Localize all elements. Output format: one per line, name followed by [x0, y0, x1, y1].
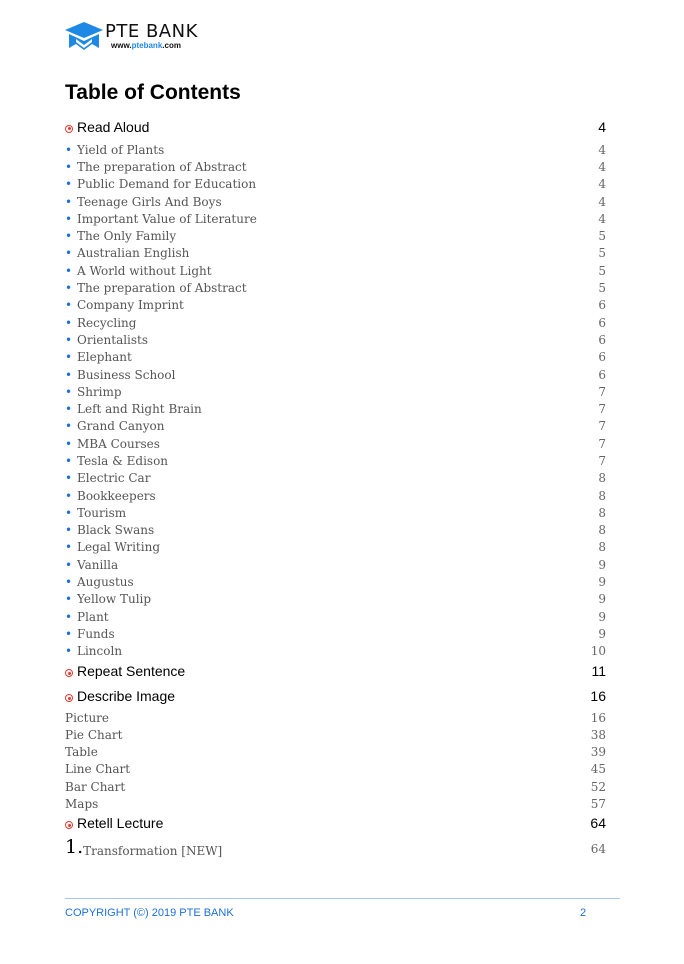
brand-url: www.ptebank.com — [111, 41, 181, 50]
toc-entry-link[interactable] — [65, 452, 606, 469]
toc-entry-link[interactable] — [65, 643, 606, 660]
toc-entry-link[interactable] — [65, 470, 606, 487]
bullet-icon: • — [65, 540, 73, 555]
toc-entry-link[interactable] — [65, 349, 606, 366]
bullet-icon: • — [65, 575, 73, 590]
entry-page-number: 5 — [598, 229, 606, 244]
entry-label: Legal Writing — [77, 540, 160, 555]
entry-page-number: 45 — [590, 762, 606, 777]
entry-page-number: 8 — [598, 523, 606, 538]
toc-section-link[interactable] — [65, 661, 606, 682]
section-label: Retell Lecture — [77, 815, 164, 832]
entry-label: Yield of Plants — [77, 142, 165, 157]
entry-page-number: 7 — [598, 384, 606, 399]
entry-label: A World without Light — [77, 263, 212, 278]
entry-page-number: 7 — [598, 419, 606, 434]
footer-page-number: 2 — [580, 907, 587, 919]
toc-entry-link[interactable] — [65, 795, 606, 812]
bullet-icon: • — [65, 592, 73, 607]
entry-page-number: 4 — [598, 211, 606, 226]
entry-page-number: 9 — [598, 609, 606, 624]
entry-page-number: 4 — [598, 194, 606, 209]
toc-entry-link[interactable] — [65, 834, 606, 858]
bullet-icon: • — [65, 488, 73, 503]
entry-label: Elephant — [77, 350, 132, 365]
toc-entry-link[interactable] — [65, 778, 606, 795]
toc-entry-link[interactable] — [65, 726, 606, 743]
section-bullet-icon — [65, 669, 73, 677]
bullet-icon: • — [65, 142, 73, 157]
entry-label: Electric Car — [77, 471, 151, 486]
toc-entry-link[interactable] — [65, 193, 606, 210]
entry-label: Tesla & Edison — [77, 453, 169, 468]
entry-page-number: 4 — [598, 177, 606, 192]
entry-label: Bookkeepers — [77, 488, 156, 503]
graduation-cap-icon — [65, 22, 103, 52]
bullet-icon: • — [65, 453, 73, 468]
bullet-icon: • — [65, 263, 73, 278]
toc-entry-link[interactable] — [65, 539, 606, 556]
section-page-number: 64 — [590, 815, 606, 832]
entry-label: Line Chart — [65, 762, 131, 777]
toc-entry-link[interactable] — [65, 504, 606, 521]
toc-entry-link[interactable] — [65, 331, 606, 348]
entry-label: Bar Chart — [65, 779, 126, 794]
bullet-icon: • — [65, 159, 73, 174]
entry-page-number: 7 — [598, 436, 606, 451]
bullet-icon: • — [65, 211, 73, 226]
table-of-contents — [65, 116, 606, 858]
entry-page-number: 52 — [590, 779, 606, 794]
entry-page-number: 6 — [598, 315, 606, 330]
toc-entry-link[interactable] — [65, 262, 606, 279]
section-bullet-icon — [65, 125, 73, 133]
toc-entry-link[interactable] — [65, 608, 606, 625]
toc-section-link[interactable] — [65, 813, 606, 834]
bullet-icon: • — [65, 177, 73, 192]
toc-entry-link[interactable] — [65, 245, 606, 262]
toc-entry-link[interactable] — [65, 761, 606, 778]
toc-entry-link[interactable] — [65, 709, 606, 726]
entry-page-number: 8 — [598, 505, 606, 520]
footer-divider — [65, 898, 620, 899]
entry-page-number: 8 — [598, 540, 606, 555]
section-page-number: 4 — [598, 118, 606, 135]
bullet-icon: • — [65, 523, 73, 538]
bullet-icon: • — [65, 557, 73, 572]
entry-page-number: 9 — [598, 575, 606, 590]
bullet-icon: • — [65, 402, 73, 417]
entry-page-number: 6 — [598, 298, 606, 313]
bullet-icon: • — [65, 626, 73, 641]
toc-entry-link[interactable] — [65, 383, 606, 400]
entry-label: Business School — [77, 367, 176, 382]
bullet-icon: • — [65, 419, 73, 434]
bullet-icon: • — [65, 350, 73, 365]
toc-section-link[interactable] — [65, 686, 606, 707]
toc-entry-link[interactable] — [65, 556, 606, 573]
entry-label: Important Value of Literature — [77, 211, 257, 226]
toc-entry-link[interactable] — [65, 227, 606, 244]
entry-label: Pie Chart — [65, 727, 123, 742]
entry-page-number: 39 — [590, 745, 606, 760]
footer-copyright: COPYRIGHT (©) 2019 PTE BANK — [65, 907, 234, 919]
toc-section-link[interactable] — [65, 116, 606, 137]
entry-page-number: 4 — [598, 159, 606, 174]
entry-label: Left and Right Brain — [77, 402, 202, 417]
toc-entry-link[interactable] — [65, 400, 606, 417]
entry-page-number: 9 — [598, 557, 606, 572]
bullet-icon: • — [65, 194, 73, 209]
toc-entry-link[interactable] — [65, 141, 606, 158]
entry-label: Maps — [65, 797, 99, 812]
entry-label: Yellow Tulip — [77, 592, 152, 607]
entry-page-number: 5 — [598, 246, 606, 261]
toc-entry-link[interactable] — [65, 176, 606, 193]
entry-page-number: 6 — [598, 367, 606, 382]
entry-label: Transformation [NEW] — [83, 843, 223, 858]
entry-page-number: 7 — [598, 402, 606, 417]
toc-entry-link[interactable] — [65, 314, 606, 331]
bullet-icon: • — [65, 315, 73, 330]
entry-label: Lincoln — [77, 644, 123, 659]
entry-page-number: 5 — [598, 281, 606, 296]
toc-entry-link[interactable] — [65, 279, 606, 296]
section-label: Read Aloud — [77, 118, 150, 135]
bullet-icon: • — [65, 471, 73, 486]
section-page-number: 11 — [591, 663, 606, 680]
bullet-icon: • — [65, 229, 73, 244]
entry-label: Recycling — [77, 315, 137, 330]
entry-page-number: 4 — [598, 142, 606, 157]
section-bullet-icon — [65, 694, 73, 702]
bullet-icon: • — [65, 384, 73, 399]
toc-entry-link[interactable] — [65, 591, 606, 608]
entry-page-number: 64 — [590, 841, 606, 856]
toc-entry-link[interactable] — [65, 366, 606, 383]
toc-entry-link[interactable] — [65, 418, 606, 435]
entry-label: MBA Courses — [77, 436, 160, 451]
bullet-icon: • — [65, 281, 73, 296]
entry-label: The preparation of Abstract — [77, 159, 247, 174]
entry-label: Picture — [65, 710, 110, 725]
entry-page-number: 8 — [598, 471, 606, 486]
bullet-icon: • — [65, 298, 73, 313]
brand-logo — [65, 20, 215, 54]
entry-page-number: 7 — [598, 453, 606, 468]
toc-entry-link[interactable] — [65, 210, 606, 227]
entry-label: Funds — [77, 626, 115, 641]
toc-entry-link[interactable] — [65, 487, 606, 504]
entry-page-number: 6 — [598, 350, 606, 365]
page-title: Table of Contents — [65, 81, 241, 104]
bullet-icon: • — [65, 609, 73, 624]
toc-entry-link[interactable] — [65, 522, 606, 539]
toc-entry-link[interactable] — [65, 625, 606, 642]
entry-label: The Only Family — [77, 229, 177, 244]
bullet-icon: • — [65, 367, 73, 382]
entry-label: Table — [65, 745, 98, 760]
bullet-icon: • — [65, 644, 73, 659]
bullet-icon: • — [65, 436, 73, 451]
entry-label: Shrimp — [77, 384, 122, 399]
bullet-icon: • — [65, 505, 73, 520]
entry-label: Augustus — [77, 575, 134, 590]
toc-entry-link[interactable] — [65, 744, 606, 761]
entry-page-number: 5 — [598, 263, 606, 278]
bullet-icon: • — [65, 246, 73, 261]
section-label: Repeat Sentence — [77, 663, 186, 680]
entry-label: Grand Canyon — [77, 419, 165, 434]
entry-page-number: 6 — [598, 332, 606, 347]
entry-number: 1. — [65, 835, 84, 858]
entry-page-number: 9 — [598, 626, 606, 641]
entry-page-number: 16 — [590, 710, 606, 725]
entry-page-number: 10 — [590, 644, 606, 659]
bullet-icon: • — [65, 332, 73, 347]
entry-page-number: 38 — [590, 727, 606, 742]
entry-page-number: 8 — [598, 488, 606, 503]
toc-entry-link[interactable] — [65, 435, 606, 452]
entry-label: Tourism — [77, 505, 127, 520]
entry-label: The preparation of Abstract — [77, 281, 247, 296]
entry-label: Company Imprint — [77, 298, 184, 313]
entry-label: Vanilla — [77, 557, 119, 572]
toc-entry-link[interactable] — [65, 158, 606, 175]
entry-page-number: 57 — [590, 797, 606, 812]
brand-name: PTE BANK — [105, 21, 198, 42]
entry-label: Orientalists — [77, 332, 149, 347]
entry-page-number: 9 — [598, 592, 606, 607]
toc-entry-link[interactable] — [65, 573, 606, 590]
toc-entry-link[interactable] — [65, 297, 606, 314]
section-bullet-icon — [65, 821, 73, 829]
entry-label: Black Swans — [77, 523, 155, 538]
entry-label: Australian English — [77, 246, 190, 261]
entry-label: Plant — [77, 609, 109, 624]
section-page-number: 16 — [590, 688, 606, 705]
section-label: Describe Image — [77, 688, 176, 705]
entry-label: Public Demand for Education — [77, 177, 257, 192]
entry-label: Teenage Girls And Boys — [77, 194, 222, 209]
